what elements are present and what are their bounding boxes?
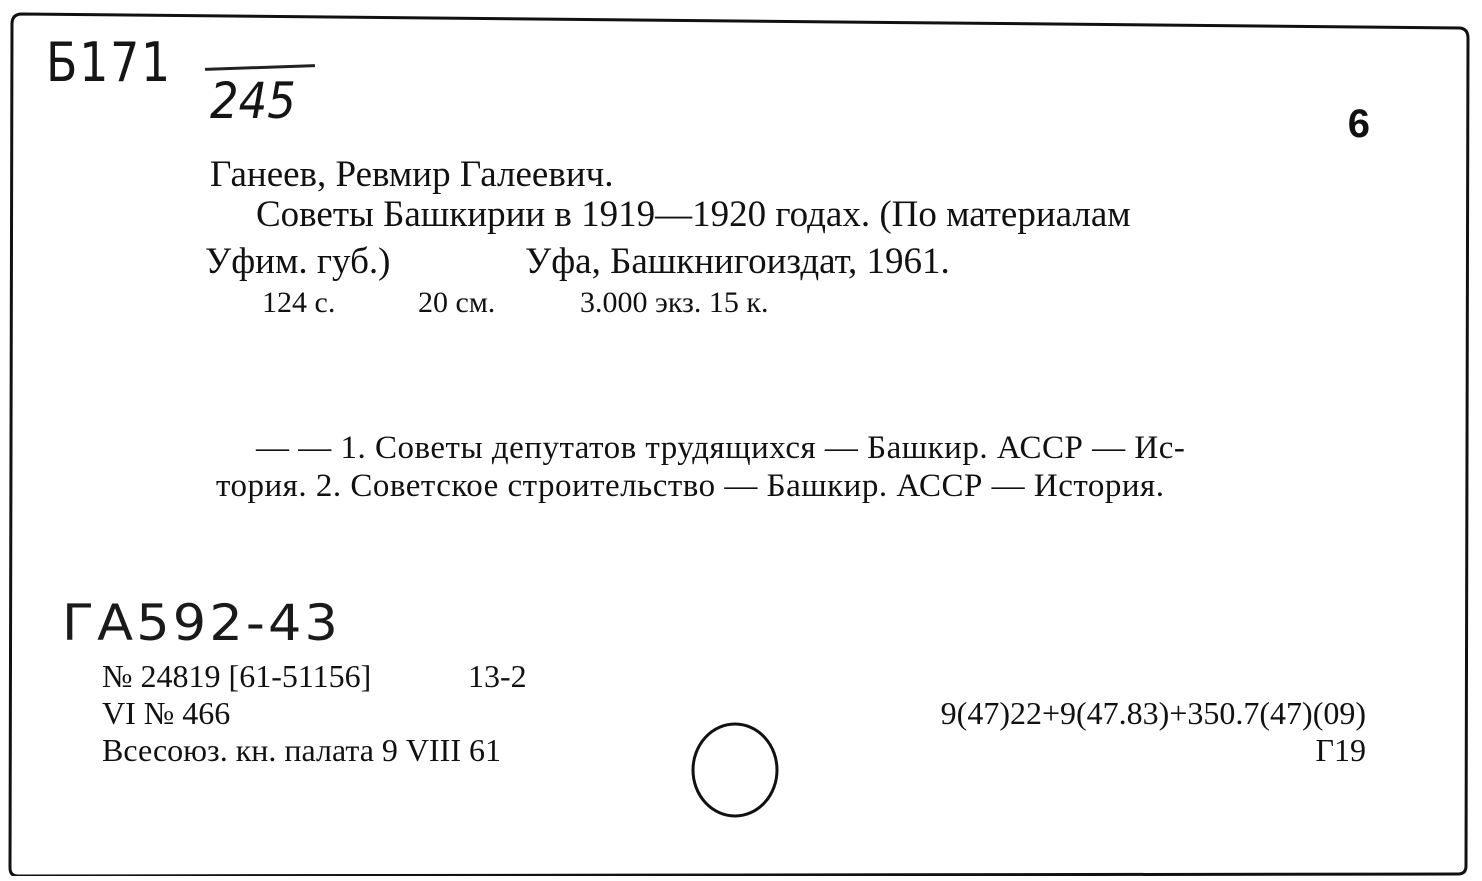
udc-classification: 9(47)22+9(47.83)+350.7(47)(09) xyxy=(940,695,1366,731)
handwritten-inventory-number: ГА592-43 xyxy=(62,594,342,652)
title-line-1: Советы Башкирии в 1919—1920 годах. (По материалам xyxy=(256,194,1131,235)
registry-code: 13-2 xyxy=(468,658,527,694)
card-punch-hole xyxy=(690,721,780,819)
call-number-top: Б171 xyxy=(46,31,172,94)
publication-imprint: Уфа, Башкнигоиздат, 1961. xyxy=(525,241,950,282)
card-number: 6 xyxy=(1347,102,1370,146)
collation-print-run: 3.000 экз. 15 к. xyxy=(580,286,769,319)
subject-headings-line-2: тория. 2. Советское строительство — Башкир. АССР — История. xyxy=(216,468,1165,504)
call-number-bottom: 245 xyxy=(210,72,296,130)
chamber-stamp-line: Всесоюз. кн. палата 9 VIII 61 xyxy=(102,732,501,768)
author-heading: Ганеев, Ревмир Галеевич. xyxy=(210,154,614,195)
title-line-2: Уфим. губ.) xyxy=(205,241,391,282)
registry-volume: VI № 466 xyxy=(102,695,231,731)
subject-headings-line-1: — — 1. Советы депутатов трудящихся — Башкир. АССР — Ис- xyxy=(256,430,1186,466)
author-mark: Г19 xyxy=(1315,732,1366,768)
registry-number: № 24819 [61-51156] xyxy=(102,658,372,694)
collation-pages: 124 с. xyxy=(262,286,336,319)
collation-size: 20 см. xyxy=(418,286,496,319)
